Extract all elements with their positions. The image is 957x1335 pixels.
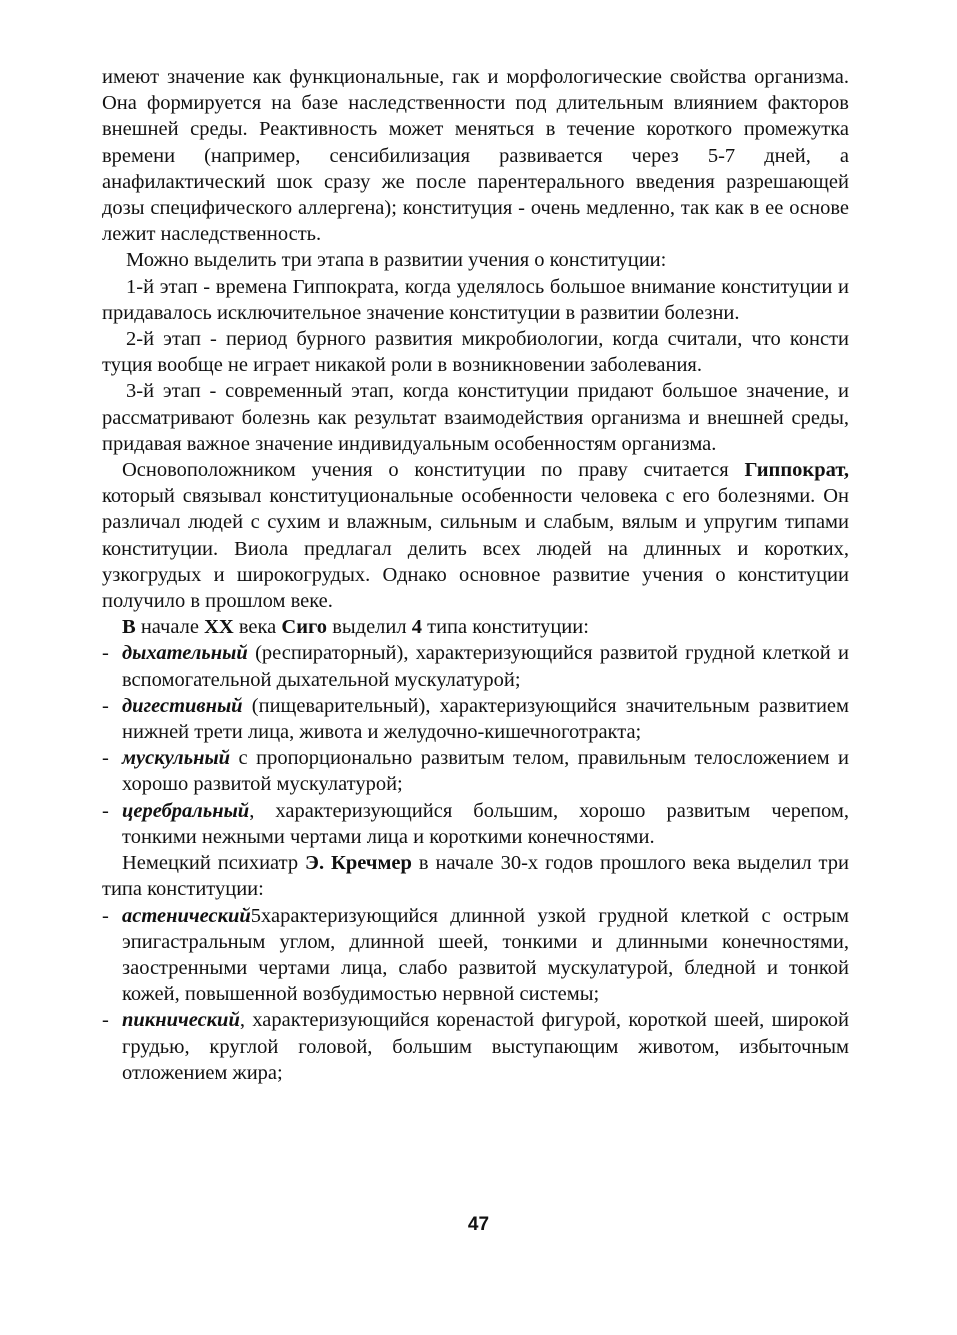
desc-muscular: с пропорционально развитым телом, правильным телосложением и хорошо развитой мускулатурой; — [122, 747, 850, 796]
desc-respiratory: (респираторный), характеризующийся развитой грудной клеткой и вспомогательной дыхательной мускулатурой; — [122, 642, 849, 691]
desc-digestive: (пищеварительный), характеризующийся значительным развитием нижней трети лица, живота и желудочно-кишечноготракта; — [122, 694, 850, 744]
hippocrates-lead: Основоположником учения о конституции по праву считается — [122, 459, 729, 482]
term-respiratory: дыхательный — [122, 642, 248, 665]
list-item-pyknic — [102, 1007, 849, 1086]
hippocrates-name: Гиппократ, — [744, 459, 849, 482]
paragraph-stage-2: 2-й этап - период бурного развития микробиологии, когда считали, что консти туция вообще не играет никакой роли в возникновении заболевания. — [102, 328, 849, 377]
sigo-types-word: типа конституции: — [427, 616, 589, 639]
list-dash: - — [102, 799, 109, 822]
sigo-in: В — [122, 616, 136, 639]
sigo-identified: выделил — [332, 616, 407, 639]
paragraph-hippocrates — [102, 457, 849, 614]
desc-cerebral: , характеризующийся большим, хорошо развитым черепом, тонкими нежными чертами лица и короткими конечностями. — [122, 799, 849, 848]
sigo-century-number: XX — [204, 616, 234, 639]
kretschmer-types-list — [102, 903, 849, 1086]
sigo-count: 4 — [411, 616, 422, 639]
paragraph-stages-intro: Можно выделить три этапа в развитии учения о конституции: — [126, 249, 667, 272]
list-dash: - — [102, 642, 109, 665]
sigo-century: века — [238, 616, 277, 639]
term-cerebral: церебральный — [122, 799, 250, 822]
list-dash: - — [102, 694, 109, 717]
kretschmer-name: Э. Кречмер — [305, 852, 412, 875]
term-digestive: дигестивный — [122, 694, 243, 717]
kretschmer-rest: в начале 30-х годов прошлого века выделил три типа конституции: — [102, 852, 849, 901]
list-item-asthenic — [102, 903, 849, 1008]
list-dash: - — [102, 904, 109, 927]
body-text — [102, 64, 849, 1086]
list-item-muscular — [102, 745, 849, 797]
list-dash: - — [102, 747, 109, 770]
term-muscular: мускульный — [122, 747, 231, 770]
sigo-beginning: начале — [140, 616, 199, 639]
list-item-digestive — [102, 693, 849, 745]
term-pyknic: пикнический — [122, 1009, 240, 1032]
paragraph-stage-1: 1-й этап - времена Гиппократа, когда уделялось большое внимание конституции и придавалось исключительное значение конституции в развитии болезни. — [102, 275, 849, 324]
hippocrates-rest: который связывал конституциональные особенности человека с его болезнями. Он различал людей с сухим и влажным, сильным и слабым, вялым и упругим типами конституции. Виола предлагал делить всех людей на длинных и коротких, узкогрудых и широкогрудых. Однако основное развитие учения о конституции получило в прошлом веке. — [102, 485, 849, 613]
desc-asthenic: 5характеризующийся длинной узкой грудной клеткой с острым эпигастральным углом, длинной шеей, тонкими и длинными конечностями, заостренными чертами лица, слабо развитой мускулатурой, бледной и тонкой кожей, повышенной возбудимостью нервной системы; — [122, 904, 849, 1006]
sigo-types-list — [102, 640, 849, 850]
paragraph-reactivity: имеют значение как функциональные, гак и морфологические свойства организма. Она формируется на базе наследственности под длительным влиянием факторов внешней среды. Реактивность может меняться в течение короткого промежутка времени (например, сенсибилизация развивается через 5-7 дней, а анафилактический шок сразу же после парентерального введения разрешающей дозы специфического аллергена); конституция - очень медленно, так как в ее основе лежит наследственность. — [102, 66, 849, 246]
paragraph-kretschmer-intro — [102, 850, 849, 902]
list-dash: - — [102, 1009, 109, 1032]
page-number: 47 — [467, 1214, 490, 1235]
desc-pyknic: , характеризующийся коренастой фигурой, короткой шеей, широкой грудью, круглой головой, большим выступающим животом, избыточным отложением жира; — [122, 1009, 849, 1084]
list-item-respiratory — [102, 640, 849, 692]
list-item-cerebral — [102, 798, 849, 850]
paragraph-sigo-intro — [102, 614, 849, 640]
paragraph-stage-3: 3-й этап - современный этап, когда конституции придают большое значение, и рассматривают болезнь как результат взаимодействия организма и внешней среды, придавая важное значение индивидуальным особенностям организма. — [102, 380, 849, 455]
term-asthenic: астенический — [122, 904, 251, 927]
sigo-name: Сиго — [281, 616, 328, 639]
kretschmer-lead: Немецкий психиатр — [122, 852, 299, 875]
